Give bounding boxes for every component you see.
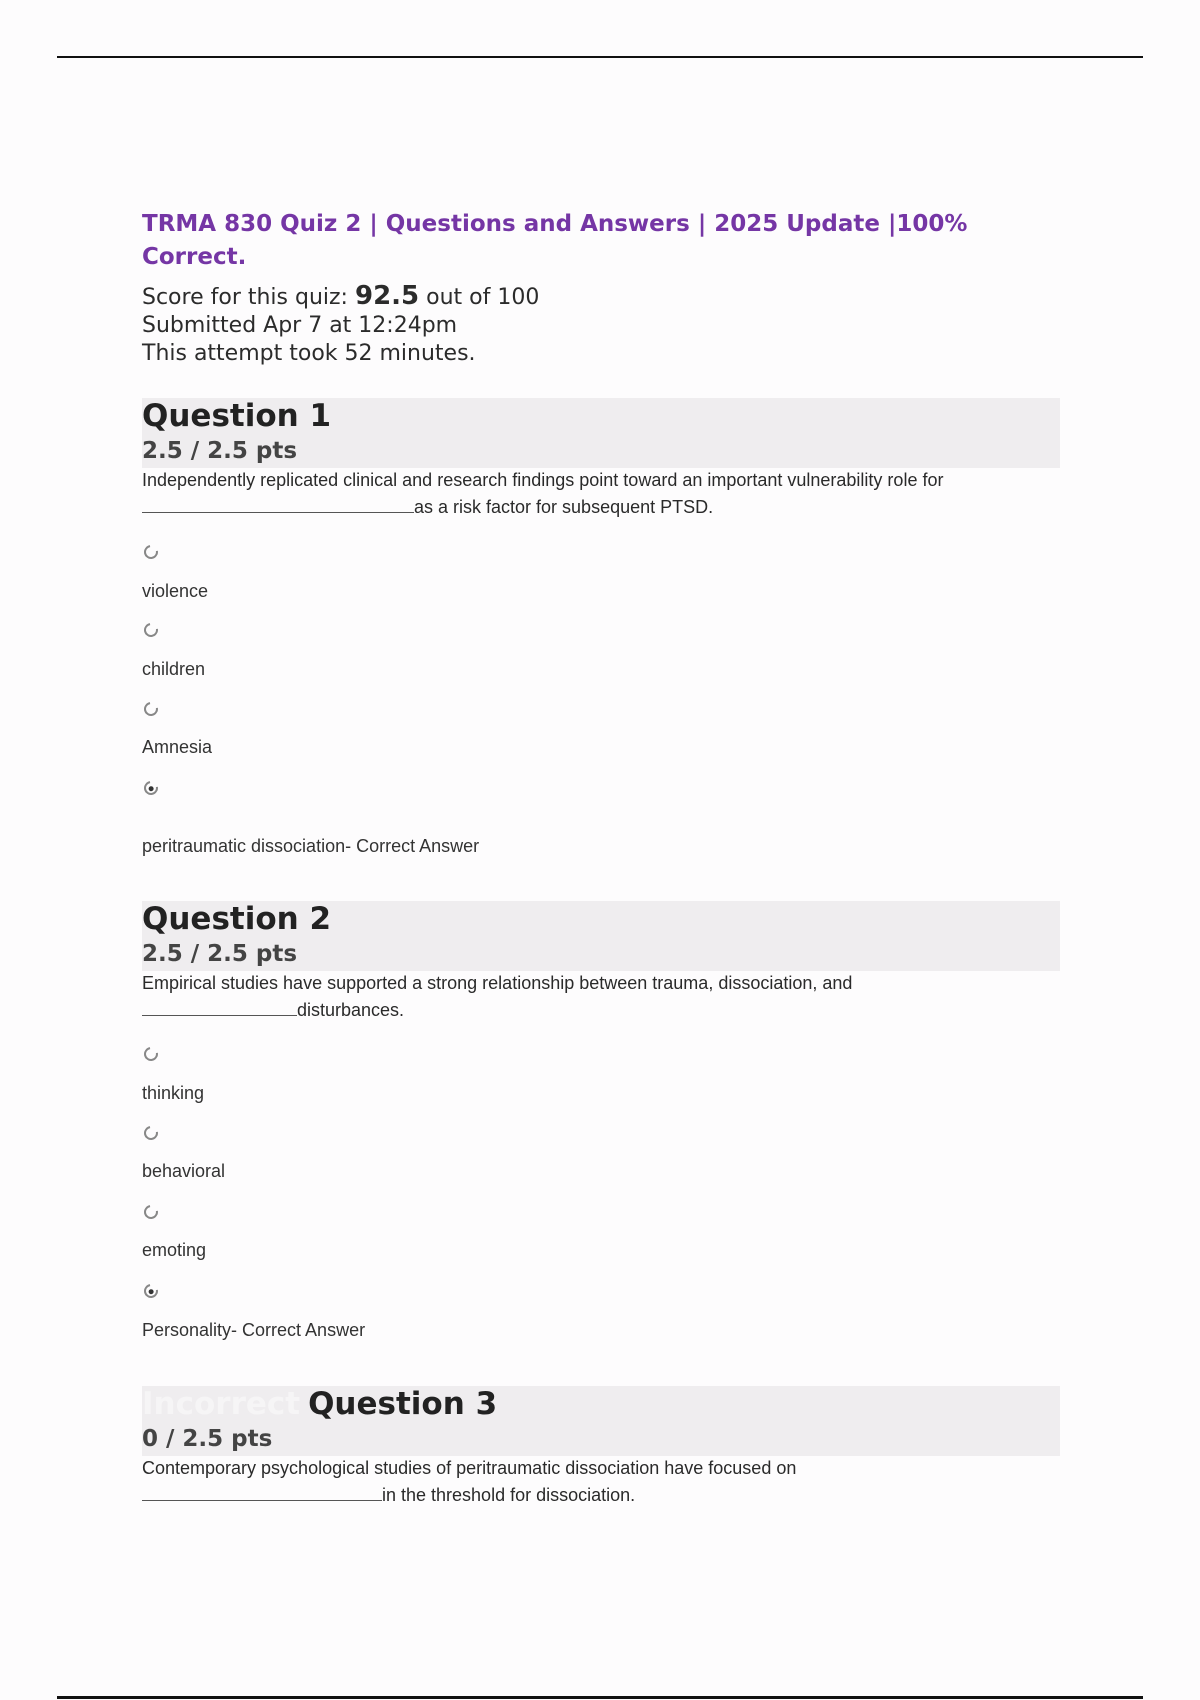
question-1-text bbox=[142, 467, 1052, 521]
attempt-time-line: This attempt took 52 minutes. bbox=[142, 341, 476, 366]
score-label: Score for this quiz: bbox=[142, 285, 348, 310]
radio-q2-option-1[interactable] bbox=[141, 1044, 160, 1063]
radio-q1-option-3[interactable] bbox=[141, 699, 160, 718]
quiz-meta bbox=[142, 282, 539, 368]
score-value: 92.5 bbox=[354, 281, 420, 311]
radio-q2-option-3[interactable] bbox=[141, 1202, 160, 1221]
question-1-title: Question 1 bbox=[142, 398, 332, 434]
question-3-header bbox=[142, 1386, 1060, 1456]
score-line bbox=[142, 282, 539, 312]
submitted-line: Submitted Apr 7 at 12:24pm bbox=[142, 313, 458, 338]
bottom-rule bbox=[57, 1696, 1143, 1699]
answer-blank bbox=[142, 997, 297, 1016]
question-2-text-after: disturbances. bbox=[297, 1000, 405, 1020]
radio-q1-option-1[interactable] bbox=[141, 542, 160, 561]
q1-option-2-label: children bbox=[142, 659, 206, 679]
radio-q2-option-4[interactable] bbox=[141, 1281, 160, 1300]
question-3-title-line bbox=[142, 1386, 497, 1422]
radio-q2-option-2[interactable] bbox=[141, 1123, 160, 1142]
question-3-points: 0 / 2.5 pts bbox=[142, 1426, 273, 1452]
question-3-text bbox=[142, 1455, 1052, 1509]
question-2-text-before: Empirical studies have supported a strong relationship between trauma, dissociation, and bbox=[142, 973, 853, 993]
q1-option-3-label: Amnesia bbox=[142, 737, 213, 757]
question-3-text-before: Contemporary psychological studies of peritraumatic dissociation have focused on bbox=[142, 1458, 797, 1478]
question-3-text-after: in the threshold for dissociation. bbox=[382, 1485, 636, 1505]
radio-q1-option-2[interactable] bbox=[141, 620, 160, 639]
q2-option-2-label: behavioral bbox=[142, 1161, 226, 1181]
answer-blank bbox=[142, 494, 414, 513]
incorrect-status-label: Incorrect bbox=[142, 1386, 301, 1422]
answer-blank bbox=[142, 1482, 382, 1501]
q1-option-1-label: violence bbox=[142, 581, 209, 601]
question-2-text bbox=[142, 970, 1052, 1024]
score-suffix: out of 100 bbox=[426, 285, 540, 310]
question-2-points: 2.5 / 2.5 pts bbox=[142, 941, 298, 967]
top-rule bbox=[57, 56, 1143, 58]
q1-option-4-label: peritraumatic dissociation- Correct Answer bbox=[142, 836, 480, 856]
question-3-title: Question 3 bbox=[308, 1386, 498, 1422]
question-1-text-after: as a risk factor for subsequent PTSD. bbox=[414, 497, 714, 517]
q2-option-4-label: Personality- Correct Answer bbox=[142, 1320, 366, 1340]
q2-option-3-label: emoting bbox=[142, 1240, 207, 1260]
question-1-text-before: Independently replicated clinical and research findings point toward an important vulnerability role for bbox=[142, 470, 944, 490]
question-2-title: Question 2 bbox=[142, 901, 332, 937]
radio-q1-option-4[interactable] bbox=[141, 778, 160, 797]
q2-option-1-label: thinking bbox=[142, 1083, 205, 1103]
question-1-points: 2.5 / 2.5 pts bbox=[142, 438, 298, 464]
question-1-header bbox=[142, 398, 1060, 468]
question-2-header bbox=[142, 901, 1060, 971]
document-title: TRMA 830 Quiz 2 | Questions and Answers | 2025 Update |100% Correct. bbox=[142, 211, 968, 270]
